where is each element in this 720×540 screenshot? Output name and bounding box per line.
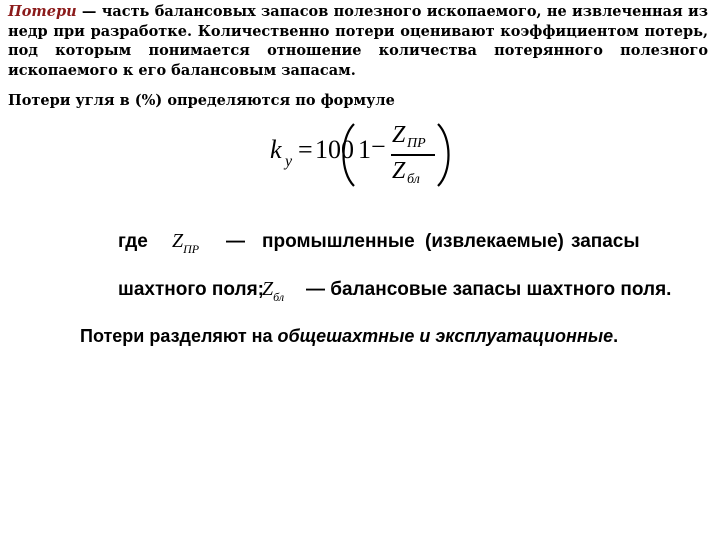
formula-k: k bbox=[270, 135, 282, 164]
where-word-extractable: (извлекаемые) bbox=[425, 231, 564, 252]
formula-equals: = bbox=[298, 135, 313, 164]
formula-denominator-subscript: бл bbox=[407, 172, 420, 187]
where-symbol-zpr: $Z_{ПР}$ bbox=[172, 230, 200, 256]
term-losses: Потери bbox=[8, 3, 77, 20]
where-symbol-zbl: $Z_{бл}$ bbox=[262, 278, 285, 304]
formula-k-subscript: у bbox=[285, 153, 293, 170]
formula-numerator: Z bbox=[392, 122, 406, 148]
where-word-industrial: промышленные bbox=[262, 231, 415, 252]
formula-minus: − bbox=[371, 132, 386, 161]
where-word: где bbox=[118, 231, 148, 252]
formula-denominator: Z bbox=[392, 158, 406, 184]
definition-paragraph bbox=[8, 2, 708, 80]
classification-emphasis: общешахтные и эксплуатационные bbox=[277, 326, 614, 346]
formula-one: 1 bbox=[358, 135, 371, 164]
formula-numerator-subscript: ПР bbox=[407, 136, 426, 151]
where-mine-field: шахтного поля; bbox=[118, 279, 264, 300]
formula-coefficient: 100 bbox=[315, 135, 354, 164]
where-dash: — bbox=[226, 231, 245, 252]
definition-text: — часть балансовых запасов полезного ископаемого, не извлеченная из недр при разработке. Количественно потери оценивают коэффициентом потерь, под которым понимается отношение количества потерянного полезного ископаемого к его балансовым запасам. bbox=[8, 3, 708, 79]
where-balance-reserves: — балансовые запасы шахтного поля. bbox=[306, 279, 672, 300]
loss-coefficient-formula bbox=[262, 120, 452, 190]
classification-text: Потери разделяют на общешахтные и эксплуатационные. bbox=[80, 326, 619, 346]
formula-intro: Потери угля в (%) определяются по формуле bbox=[8, 92, 395, 109]
where-word-reserves: запасы bbox=[571, 231, 640, 252]
fraction-bar bbox=[391, 154, 435, 156]
